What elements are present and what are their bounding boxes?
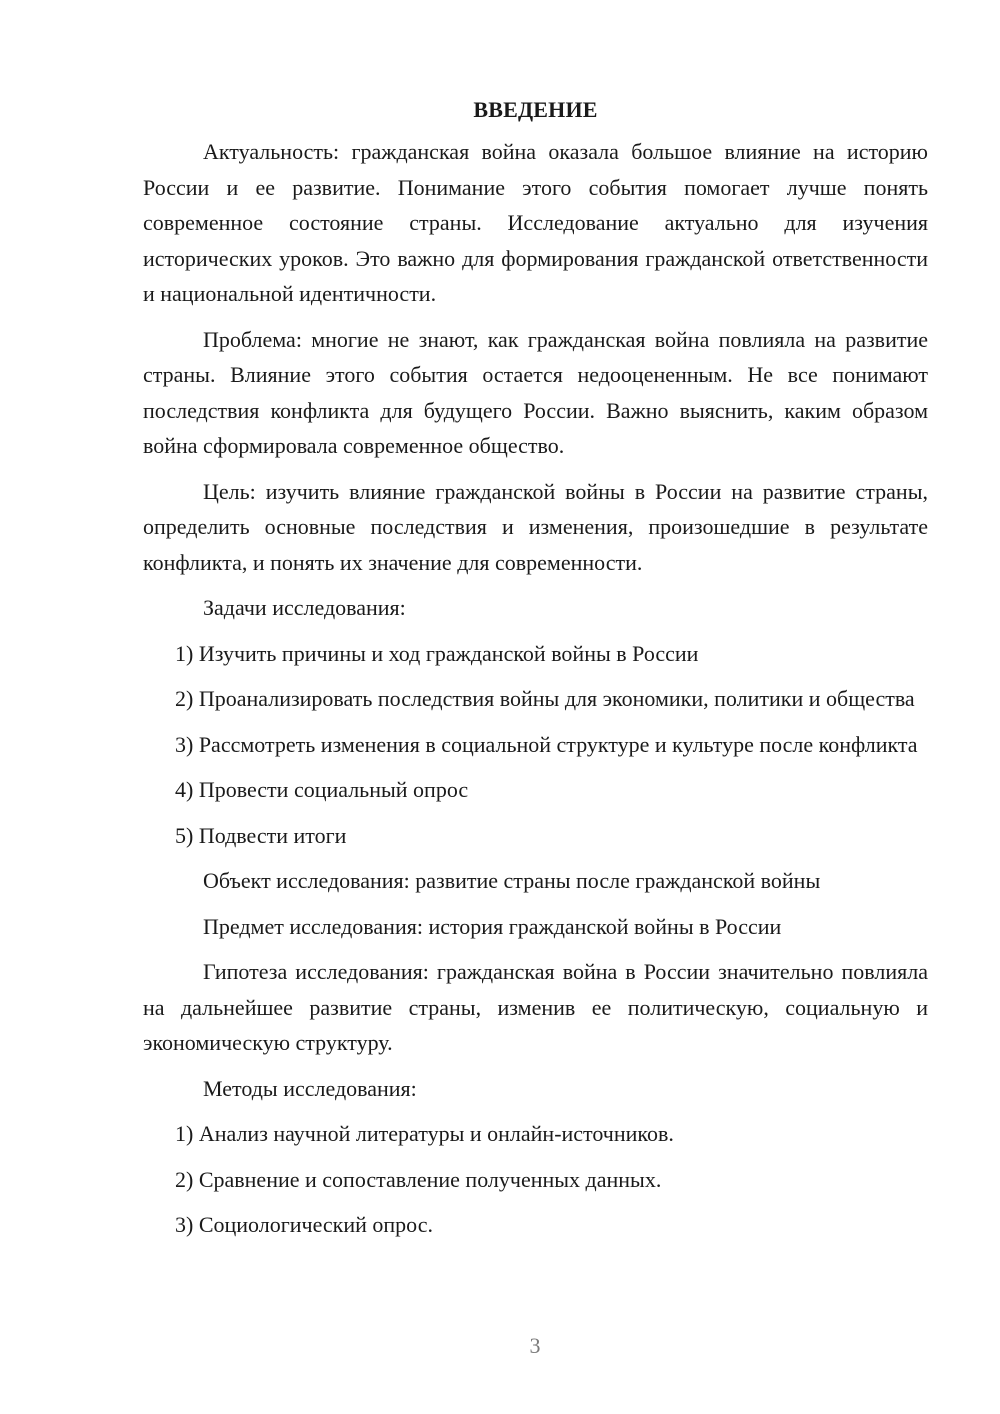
methods-heading: Методы исследования: (203, 1075, 417, 1101)
task-item-3: 3) Рассмотреть изменения в социальной структуре и культуре после конфликта (175, 731, 918, 757)
method-item-2: 2) Сравнение и сопоставление полученных данных. (175, 1166, 662, 1192)
object-line: Объект исследования: развитие страны после гражданской войны (203, 868, 821, 893)
task-item-5: 5) Подвести итоги (175, 822, 347, 848)
goal-paragraph: Цель: изучить влияние гражданской войны в России на развитие страны, определить основные последствия и изменения, произошедшие в результате конфликта, и понять их значение для современности. (143, 478, 928, 575)
subject-line: Предмет исследования: история гражданской войны в России (203, 913, 782, 939)
hypothesis-paragraph: Гипотеза исследования: гражданская война в России значительно повлияла на дальнейшее развитие страны, изменив ее политическую, социальную и экономическую структуру. (143, 959, 928, 1055)
relevance-paragraph: Актуальность: гражданская война оказала большое влияние на историю России и ее развитие. Понимание этого события помогает лучше понять современное состояние страны. Исследование актуально для изучения исторических уроков. Это важно для формирования гражданской ответственности и национальной идентичности. (143, 139, 928, 306)
task-item-4: 4) Провести социальный опрос (175, 777, 469, 802)
problem-paragraph: Проблема: многие не знают, как гражданская война повлияла на развитие страны. Влияние этого события остается недооцененным. Не все понимают последствия конфликта для будущего России. Важно выяснить, каким образом война сформировала современное общество. (143, 326, 928, 458)
section-title: ВВЕДЕНИЕ (473, 97, 598, 122)
task-item-2: 2) Проанализировать последствия войны для экономики, политики и общества (175, 686, 915, 711)
document-body (143, 97, 928, 1253)
method-item-1: 1) Анализ научной литературы и онлайн-источников. (175, 1121, 674, 1146)
task-item-1: 1) Изучить причины и ход гражданской войны в России (175, 640, 699, 666)
page-number: 3 (529, 1333, 541, 1358)
tasks-heading: Задачи исследования: (203, 595, 406, 620)
method-item-3: 3) Социологический опрос. (175, 1212, 433, 1237)
